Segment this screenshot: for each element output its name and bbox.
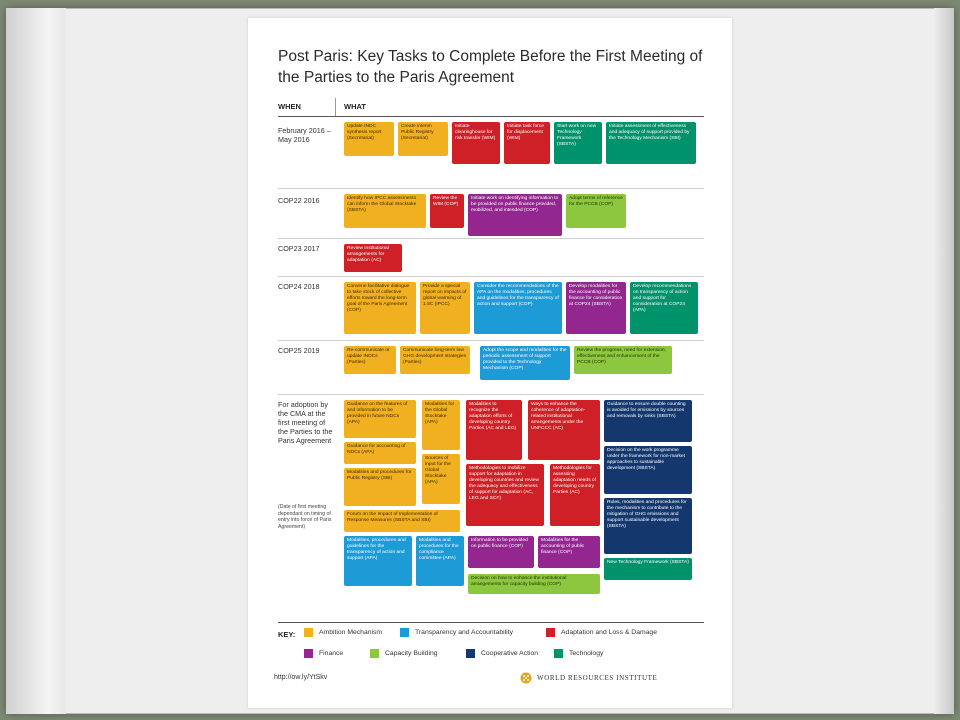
task-box: Modalities for the Global Stocktake (APA) bbox=[422, 400, 460, 450]
cooperative-swatch bbox=[466, 649, 475, 658]
when-cop22: COP22 2016 bbox=[278, 196, 320, 205]
key-transparency bbox=[400, 628, 513, 637]
header-divider bbox=[335, 98, 336, 116]
row-separator bbox=[278, 340, 704, 341]
wri-logo-icon bbox=[520, 672, 532, 684]
when-feb-may-2016: February 2016 – May 2016 bbox=[278, 126, 331, 144]
task-box: Forum on the Impact of Implementation of Response Measures (SBSTA and SBI) bbox=[344, 510, 460, 532]
task-box: Modalities and procedures for the compliance committee (APA) bbox=[416, 536, 464, 586]
key-finance bbox=[304, 649, 343, 658]
task-box: Decision on how to enhance the institutional arrangements for capacity building (COP) bbox=[468, 574, 600, 594]
when-cma-note: (Date of first meeting dependant on timing of entry into force of Paris Agreement) bbox=[278, 504, 332, 530]
key-capacity bbox=[370, 649, 438, 658]
key-label: KEY: bbox=[278, 630, 296, 639]
infographic-sheet bbox=[248, 18, 732, 708]
page-edge-right bbox=[934, 8, 954, 714]
task-box: Modalities and procedures for Public Registry (SBI) bbox=[344, 468, 416, 506]
task-box: Initiate assessment of effectiveness and adequacy of support provided by the Technology Mechanism (SBI) bbox=[606, 122, 696, 164]
task-box: Create interim Public Registry (Secretariat) bbox=[398, 122, 448, 156]
task-box: Modalities for the accounting of public finance (COP) bbox=[538, 536, 600, 568]
ambition-swatch bbox=[304, 628, 313, 637]
when-header: WHEN bbox=[278, 102, 301, 111]
capacity-swatch bbox=[370, 649, 379, 658]
when-cma: For adoption by the CMA at the first meeting of the Parties to the Paris Agreement bbox=[278, 400, 333, 445]
key-technology bbox=[554, 649, 603, 658]
row-separator bbox=[278, 394, 704, 395]
task-box: Guidance to ensure double counting is avoided for emissions by sources and removals by sinks (SBSTA) bbox=[604, 400, 692, 442]
transparency-swatch bbox=[400, 628, 409, 637]
task-box: Methodologies for assessing adaptation needs of developing country Parties (AC) bbox=[550, 464, 600, 526]
task-box: Provide a special report on impacts of global warming of 1.5C (IPCC) bbox=[420, 282, 470, 334]
task-box: Rules, modalities and procedures for the mechanism to contribute to the mitigation of GHG emissions and support sustainable development (SBSTA) bbox=[604, 498, 692, 554]
task-box: Review the progress, need for extension, effectiveness and enhancement of the PCCB (COP) bbox=[574, 346, 672, 374]
key-item-label: Adaptation and Loss & Damage bbox=[561, 629, 657, 636]
task-box: Adopt the scope and modalities for the periodic assessment of support provided to the Technology Mechanism (COP) bbox=[480, 346, 570, 380]
what-header: WHAT bbox=[344, 102, 366, 111]
task-box: Identify how IPCC assessments can inform the Global Stocktake (SBSTA) bbox=[344, 194, 426, 228]
key-rule bbox=[278, 622, 704, 623]
infographic-title: Post Paris: Key Tasks to Complete Before the First Meeting of the Parties to the Paris Agreement bbox=[278, 48, 703, 86]
task-box: Decision on the work programme under the framework for non-market approaches to sustainable development (SBSTA) bbox=[604, 446, 692, 494]
task-box: Develop recommendations on transparency of action and support for consideration at COP24 (APA) bbox=[630, 282, 698, 334]
page-edge-left bbox=[6, 8, 66, 714]
task-box: Update INDC synthesis report (Secretariat) bbox=[344, 122, 394, 156]
task-box: Review institutional arrangements for adaptation (AC) bbox=[344, 244, 402, 272]
key-item-label: Cooperative Action bbox=[481, 650, 539, 657]
task-box: Initiate work on identifying information to be provided on public finance provided, mobilized, and intended (COP) bbox=[468, 194, 562, 236]
task-box: Convene facilitative dialogue to take stock of collective efforts toward the long-term goal of the Paris Agreement (COP) bbox=[344, 282, 416, 334]
finance-swatch bbox=[304, 649, 313, 658]
wri-name: WORLD RESOURCES INSTITUTE bbox=[537, 674, 658, 682]
key-adaptation bbox=[546, 628, 657, 637]
task-box: Sources of input for the Global Stocktake (APA) bbox=[422, 454, 460, 504]
task-box: Methodologies to mobilize support for adaptation in developing countries and review the adequacy and effectiveness of support for adaptation (AC, LEG and SCF) bbox=[466, 464, 544, 526]
when-cop24: COP24 2018 bbox=[278, 282, 320, 291]
technology-swatch bbox=[554, 649, 563, 658]
task-box: Ways to enhance the coherence of adaptation-related institutional arrangements under the UNFCCC (AC) bbox=[528, 400, 600, 460]
key-item-label: Ambition Mechanism bbox=[319, 629, 383, 636]
when-cop25: COP25 2019 bbox=[278, 346, 320, 355]
adaptation-swatch bbox=[546, 628, 555, 637]
header-rule bbox=[278, 116, 704, 117]
key-item-label: Technology bbox=[569, 650, 604, 657]
task-box: Review the WIM (COP) bbox=[430, 194, 464, 228]
task-box: Communicate long-term low GHG development strategies (Parties) bbox=[400, 346, 470, 374]
task-box: Guidance for accounting of NDCs (APA) bbox=[344, 442, 416, 464]
task-box: Information to be provided on public finance (COP) bbox=[468, 536, 534, 568]
row-separator bbox=[278, 276, 704, 277]
task-box: Re-communicate or update INDCs (Parties) bbox=[344, 346, 396, 374]
source-url[interactable]: http://ow.ly/YtSkv bbox=[274, 674, 328, 681]
task-box: Initiate task force for displacement (WIM) bbox=[504, 122, 550, 164]
task-box: Guidance on the features of and information to be provided in future NDCs (APA) bbox=[344, 400, 416, 438]
key-item-label: Finance bbox=[319, 650, 344, 657]
task-box: Adopt terms of reference for the PCCB (COP) bbox=[566, 194, 626, 228]
task-box: Develop modalities for the accounting of public finance for consideration at COP24 (SBSTA) bbox=[566, 282, 626, 334]
key-ambition bbox=[304, 628, 382, 637]
task-box: Start work on new Technology Framework (SBSTA) bbox=[554, 122, 602, 164]
task-box: Modalities, procedures and guidelines for the transparency of action and support (APA) bbox=[344, 536, 412, 586]
when-cop23: COP23 2017 bbox=[278, 244, 320, 253]
key-item-label: Transparency and Accountability bbox=[415, 629, 513, 636]
task-box: Modalities to recognize the adaptation efforts of developing country Parties (AC and LEG) bbox=[466, 400, 522, 460]
key-item-label: Capacity Building bbox=[385, 650, 438, 657]
task-box: New Technology Framework (SBSTA) bbox=[604, 558, 692, 580]
task-box: Initiate clearinghouse for risk transfer (WIM) bbox=[452, 122, 500, 164]
key-cooperative bbox=[466, 649, 538, 658]
wri-logo bbox=[520, 672, 657, 684]
row-separator bbox=[278, 238, 704, 239]
row-separator bbox=[278, 188, 704, 189]
task-box: Consider the recommendations of the APA on the modalities, procedures and guidelines for the transparency of action and support (COP) bbox=[474, 282, 562, 334]
